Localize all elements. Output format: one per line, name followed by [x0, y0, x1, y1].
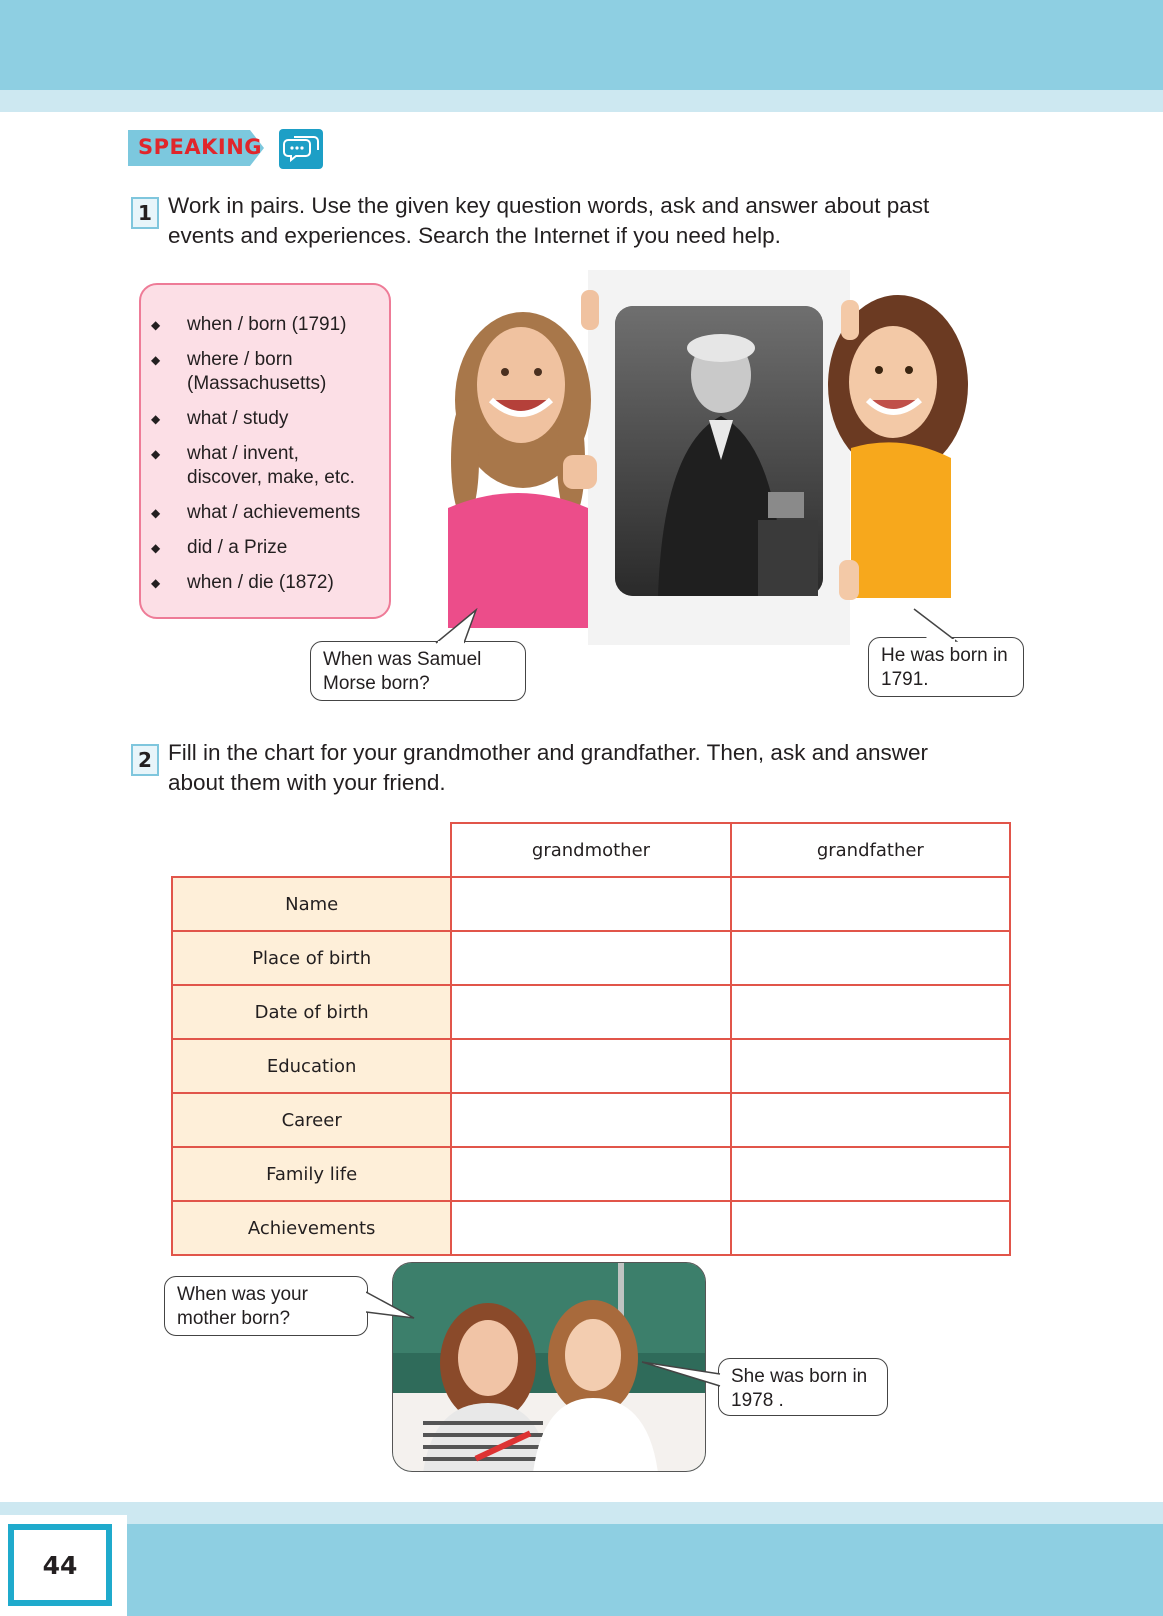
list-item: ◆ where / born (Massachusetts) — [151, 349, 327, 394]
page-number-box — [0, 1515, 127, 1616]
table-cell[interactable] — [451, 877, 730, 931]
table-cell[interactable] — [451, 985, 730, 1039]
column-header: grandfather — [731, 823, 1010, 877]
bubble-tail — [910, 608, 960, 642]
row-label: Career — [172, 1093, 451, 1147]
speech-bubble-answer: She was born in 1978 . — [718, 1358, 888, 1416]
table-cell[interactable] — [731, 985, 1010, 1039]
exercise-instruction: Fill in the chart for your grandmother and grandfather. Then, ask and answer about them with your friend. — [168, 740, 929, 795]
bubble-tail — [366, 1290, 416, 1320]
top-header-stripe — [0, 90, 1163, 112]
table-cell[interactable] — [731, 1147, 1010, 1201]
row-label: Name — [172, 877, 451, 931]
table-cell[interactable] — [451, 1147, 730, 1201]
table-cell[interactable] — [451, 931, 730, 985]
table-row — [172, 877, 1010, 931]
table-cell[interactable] — [731, 931, 1010, 985]
table-cell[interactable] — [731, 1039, 1010, 1093]
table-row — [172, 931, 1010, 985]
bottom-footer-band — [0, 1524, 1163, 1616]
key-question-words-box — [139, 283, 391, 619]
exercise-number: 2 — [131, 744, 159, 776]
bottom-footer-stripe — [0, 1502, 1163, 1524]
speech-bubble-answer: He was born in 1791. — [868, 637, 1024, 697]
list-item: ◆ what / study — [151, 408, 289, 429]
top-header-band — [0, 0, 1163, 90]
bubble-tail — [434, 608, 480, 644]
girls-with-portrait-photo — [443, 270, 973, 648]
table-row — [172, 985, 1010, 1039]
table-header-row — [172, 823, 1010, 877]
list-item: ◆ when / born (1791) — [151, 314, 347, 335]
list-item: ◆ did / a Prize — [151, 537, 288, 558]
row-label: Date of birth — [172, 985, 451, 1039]
speech-bubble-question: When was Samuel Morse born? — [310, 641, 526, 701]
bubble-tail — [640, 1360, 722, 1390]
row-label: Achievements — [172, 1201, 451, 1255]
speech-bubbles-icon — [279, 129, 323, 169]
speech-bubble-question: When was your mother born? — [164, 1276, 368, 1336]
table-cell[interactable] — [451, 1201, 730, 1255]
family-chart-table — [171, 822, 1011, 1238]
table-cell[interactable] — [451, 1093, 730, 1147]
list-item: ◆ what / invent, discover, make, etc. — [151, 443, 355, 488]
list-item: ◆ what / achievements — [151, 502, 361, 523]
row-label: Family life — [172, 1147, 451, 1201]
list-item: ◆ when / die (1872) — [151, 572, 334, 593]
row-label: Place of birth — [172, 931, 451, 985]
speaking-section-tag — [128, 130, 264, 166]
exercise-instruction: Work in pairs. Use the given key question words, ask and answer about past events and experiences. Search the Internet if you need help. — [168, 193, 930, 248]
page-number: 44 — [8, 1524, 112, 1606]
column-header: grandmother — [451, 823, 730, 877]
table-cell[interactable] — [731, 1201, 1010, 1255]
table-row — [172, 1201, 1010, 1255]
table-cell[interactable] — [451, 1039, 730, 1093]
table-row — [172, 1093, 1010, 1147]
table-cell[interactable] — [731, 877, 1010, 931]
section-label: SPEAKING — [138, 135, 263, 159]
table-cell[interactable] — [731, 1093, 1010, 1147]
table-row — [172, 1039, 1010, 1093]
exercise-number: 1 — [131, 197, 159, 229]
row-label: Education — [172, 1039, 451, 1093]
table-row — [172, 1147, 1010, 1201]
